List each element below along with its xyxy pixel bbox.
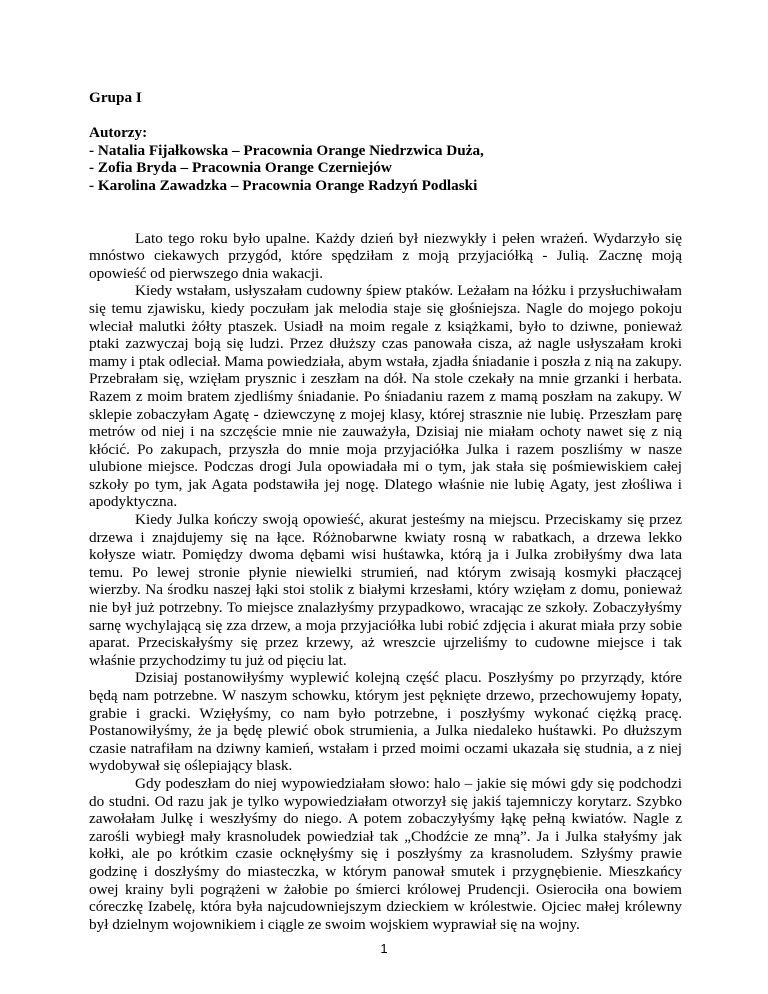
authors-label: Autorzy: [89, 124, 148, 142]
author-line: - Karolina Zawadzka – Pracownia Orange Radzyń Podlaski [89, 176, 478, 194]
body-paragraph: Dzisiaj postanowiłyśmy wyplewić kolejną część placu. Poszłyśmy po przyrządy, które będą nam potrzebne. W naszym schowku, którym jest pęknięte drzewo, przechowujemy łopaty, grabie i gracki. Wzięłyśmy, co nam było potrzebne, i poszłyśmy wykonać ciężką pracę. Postanowiłyśmy, że ja będę plewić obok strumienia, a Julka niedaleko huśtawki. Po dłuższym czasie natrafiłam na dziwny kamień, wstałam i przed moimi oczami ukazała się studnia, a z niej wydobywał się oślepiający blask. [89, 669, 682, 775]
document-page [89, 89, 682, 933]
author-line: - Natalia Fijałkowska – Pracownia Orange Niedrzwica Duża, [89, 141, 484, 159]
author-line: - Zofia Bryda – Pracownia Orange Czerniejów [89, 159, 392, 177]
body-paragraph: Gdy podeszłam do niej wypowiedziałam słowo: halo – jakie się mówi gdy się podchodzi do studni. Od razu jak je tylko wypowiedziałam otworzył się jakiś tajemniczy korytarz. Szybko zawołałam Julkę i weszłyśmy do niego. A potem zobaczyłyśmy łąkę pełną kwiatów. Nagle z zarośli wybiegł mały krasnoludek powiedział tak „Chodźcie ze mną”. Ja i Julka stałyśmy jak kołki, ale po krótkim czasie ocknęłyśmy się i poszłyśmy za krasnoludem. Szłyśmy prawie godzinę i doszłyśmy do miasteczka, w którym panował smutek i przygnębienie. Mieszkańcy owej krainy byli pogrążeni w żałobie po śmierci królowej Prudencji. Osierociła ona bowiem córeczkę Izabelę, która była najcudowniejszym dzieckiem w królestwie. Ojciec małej królewny był dzielnym wojownikiem i ciągle ze swoim wojskiem wyprawiał się na wojny. [89, 774, 682, 933]
body-paragraph: Lato tego roku było upalne. Każdy dzień był niezwykły i pełen wrażeń. Wydarzyło się mnóstwo ciekawych przygód, które spędziłam z moją przyjaciółką - Julią. Zacznę moją opowieść od pierwszego dnia wakacji. [89, 229, 682, 282]
authors-block [89, 124, 682, 194]
body-paragraph: Kiedy Julka kończy swoją opowieść, akurat jesteśmy na miejscu. Przeciskamy się przez drzewa i znajdujemy się na łące. Różnobarwne kwiaty rosną w rabatkach, a drzewa lekko kołysze wiatr. Pomiędzy dwoma dębami wisi huśtawka, którą ja i Julka zrobiłyśmy dwa lata temu. Po lewej stronie płynie niewielki strumień, nad którym zwisają kosmyki płaczącej wierzby. Na środku naszej łąki stoi stolik z białymi krzesłami, który wzięłam z domu, ponieważ nie był już potrzebny. To miejsce znalazłyśmy przypadkowo, wracając ze szkoły. Zobaczyłyśmy sarnę wychylającą się zza drzew, a moja przyjaciółka lubi robić zdjęcia i akurat miała przy sobie aparat. Przeciskałyśmy się przez krzewy, aż wreszcie ujrzeliśmy to cudowne miejsce i tak właśnie przychodzimy tu już od pięciu lat. [89, 511, 682, 669]
page-number: 1 [380, 941, 388, 956]
body-paragraph: Kiedy wstałam, usłyszałam cudowny śpiew ptaków. Leżałam na łóżku i przysłuchiwałam się temu zjawisku, kiedy poczułam jak melodia staje się głośniejsza. Nagle do mojego pokoju wleciał malutki żółty ptaszek. Usiadł na moim regale z książkami, było to dziwne, ponieważ ptaki zazwyczaj boją się ludzi. Przez dłuższy czas panowała cisza, aż nagle usłyszałam kroki mamy i ptak odleciał. Mama powiedziała, abym wstała, zjadła śniadanie i poszła z nią na zakupy. Przebrałam się, wzięłam prysznic i zeszłam na dół. Na stole czekały na mnie grzanki i herbata. Razem z moim bratem zjedliśmy śniadanie. Po śniadaniu razem z mamą poszłam na zakupy. W sklepie zobaczyłam Agatę - dziewczynę z mojej klasy, której strasznie nie lubię. Przeszłam parę metrów od niej i na szczęście mnie nie zauważyła, Dzisiaj nie miałam ochoty nawet się z nią kłócić. Po zakupach, przyszła do mnie moja przyjaciółka Julka i razem poszliśmy w nasze ulubione miejsce. Podczas drogi Jula opowiadała mi o tym, jak stała się pośmiewiskiem całej szkoły po tym, jak Agata podstawiła jej nogę. Dlatego właśnie nie lubię Agaty, jest złośliwa i apodyktyczna. [89, 282, 682, 511]
group-title: Grupa I [89, 89, 142, 106]
